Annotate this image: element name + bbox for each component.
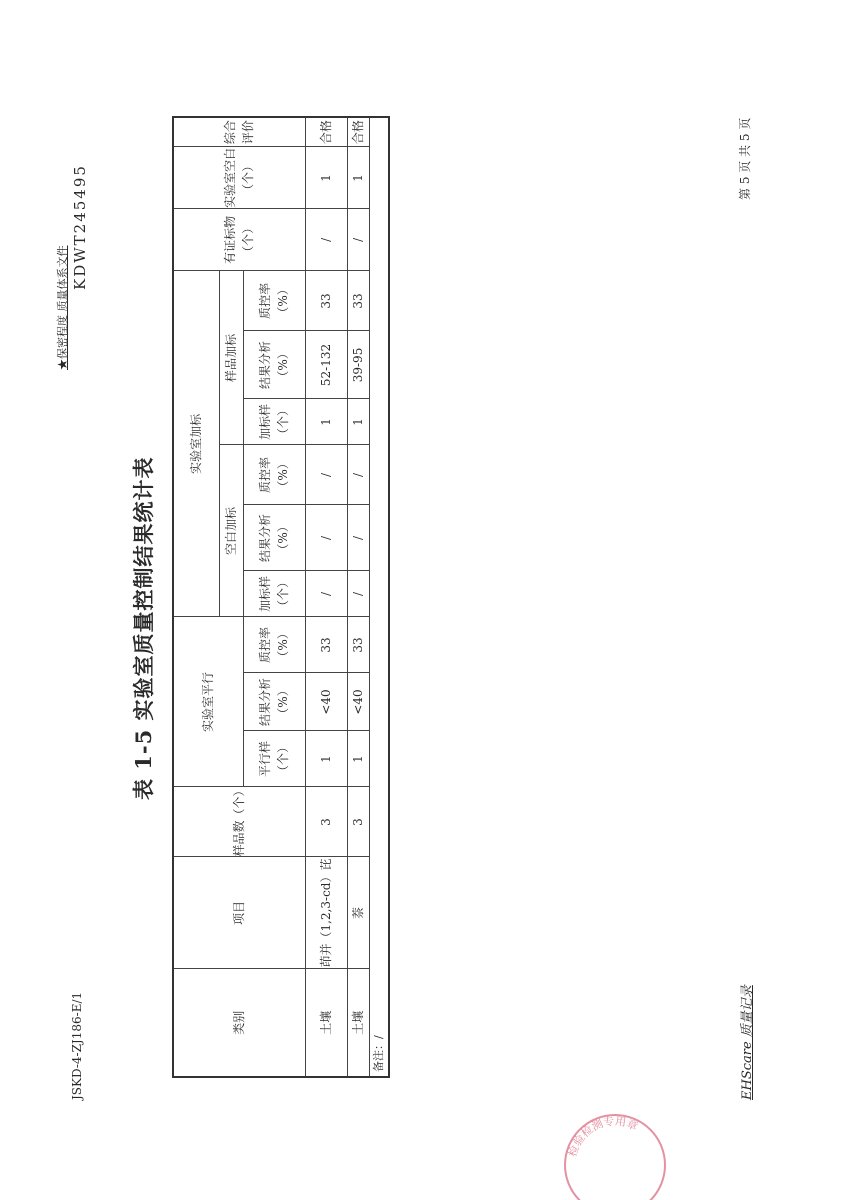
cell-parallel-qc: 33 bbox=[305, 617, 347, 673]
header-blank-spike-result: 结果分析（%） bbox=[243, 505, 305, 571]
header-blank-spike-qc: 质控率（%） bbox=[243, 445, 305, 505]
header-sample-spike: 样品加标 bbox=[219, 271, 243, 445]
header-category: 类别 bbox=[173, 969, 305, 1077]
cell-category: 土壤 bbox=[347, 969, 369, 1077]
cell-parallel-qc: 33 bbox=[347, 617, 369, 673]
header-crm: 有证标物（个） bbox=[173, 209, 305, 271]
cell-crm: / bbox=[305, 209, 347, 271]
header-sample-spike-samples: 加标样（个） bbox=[243, 399, 305, 445]
page-number: 第 5 页 共 5 页 bbox=[738, 117, 752, 200]
cell-sample-spike-result: 39-95 bbox=[347, 331, 369, 399]
cell-item: 茚并（1,2,3-cd）芘 bbox=[305, 857, 347, 969]
cell-blank-spike-count: / bbox=[347, 571, 369, 617]
table-row bbox=[305, 117, 347, 1077]
cell-parallel-count: 1 bbox=[347, 731, 369, 787]
cell-blank-spike-qc: / bbox=[305, 445, 347, 505]
header-parallel-qc: 质控率（%） bbox=[243, 617, 305, 673]
header-item: 项目 bbox=[173, 857, 305, 969]
stamp-text: 检验检测专用章 bbox=[565, 1114, 640, 1159]
cell-crm: / bbox=[347, 209, 369, 271]
cell-sample-spike-qc: 33 bbox=[305, 271, 347, 331]
header-blank-spike: 空白加标 bbox=[219, 445, 243, 617]
secrecy-label: ★保密程度 质量体系文件 bbox=[56, 245, 69, 370]
table-title: 表 1-5 实验室质量控制结果统计表 bbox=[131, 456, 156, 800]
footer-brand: EHScare 质量记录 bbox=[740, 985, 755, 1100]
header-parallel-samples: 平行样（个） bbox=[243, 731, 305, 787]
qc-statistics-table bbox=[172, 116, 390, 1078]
header-lab-parallel: 实验室平行 bbox=[173, 617, 243, 787]
cell-sample-spike-result: 52-132 bbox=[305, 331, 347, 399]
table-row bbox=[347, 117, 369, 1077]
report-number: KDWT245495 bbox=[71, 164, 89, 290]
document-code: JSKD-4-ZJ186-E/1 bbox=[70, 991, 84, 1100]
cell-overall: 合格 bbox=[305, 117, 347, 147]
qc-table-wrapper bbox=[172, 118, 385, 1078]
header-parallel-result: 结果分析（%） bbox=[243, 673, 305, 731]
cell-item: 萘 bbox=[347, 857, 369, 969]
cell-blank-spike-qc: / bbox=[347, 445, 369, 505]
header-overall: 综合评价 bbox=[173, 117, 305, 147]
header-sample-spike-result: 结果分析（%） bbox=[243, 331, 305, 399]
cell-overall: 合格 bbox=[347, 117, 369, 147]
cell-sample-count: 3 bbox=[305, 787, 347, 857]
rotated-content bbox=[54, 50, 774, 1140]
cell-lab-blank: 1 bbox=[347, 147, 369, 209]
cell-category: 土壤 bbox=[305, 969, 347, 1077]
header-sample-spike-qc: 质控率（%） bbox=[243, 271, 305, 331]
table-note: 备注：/ bbox=[369, 117, 389, 1077]
header-lab-blank: 实验室空白（个） bbox=[173, 147, 305, 209]
cell-sample-spike-qc: 33 bbox=[347, 271, 369, 331]
red-stamp-seal bbox=[560, 1110, 670, 1200]
cell-blank-spike-result: / bbox=[347, 505, 369, 571]
cell-parallel-count: 1 bbox=[305, 731, 347, 787]
stamp-ring bbox=[565, 1115, 665, 1200]
cell-sample-spike-count: 1 bbox=[305, 399, 347, 445]
cell-sample-spike-count: 1 bbox=[347, 399, 369, 445]
header-blank-spike-samples: 加标样（个） bbox=[243, 571, 305, 617]
cell-blank-spike-count: / bbox=[305, 571, 347, 617]
cell-lab-blank: 1 bbox=[305, 147, 347, 209]
header-sample-count: 样品数（个） bbox=[173, 787, 305, 857]
cell-parallel-result: <40 bbox=[305, 673, 347, 731]
cell-parallel-result: <40 bbox=[347, 673, 369, 731]
cell-sample-count: 3 bbox=[347, 787, 369, 857]
cell-blank-spike-result: / bbox=[305, 505, 347, 571]
header-lab-spike: 实验室加标 bbox=[173, 271, 219, 617]
